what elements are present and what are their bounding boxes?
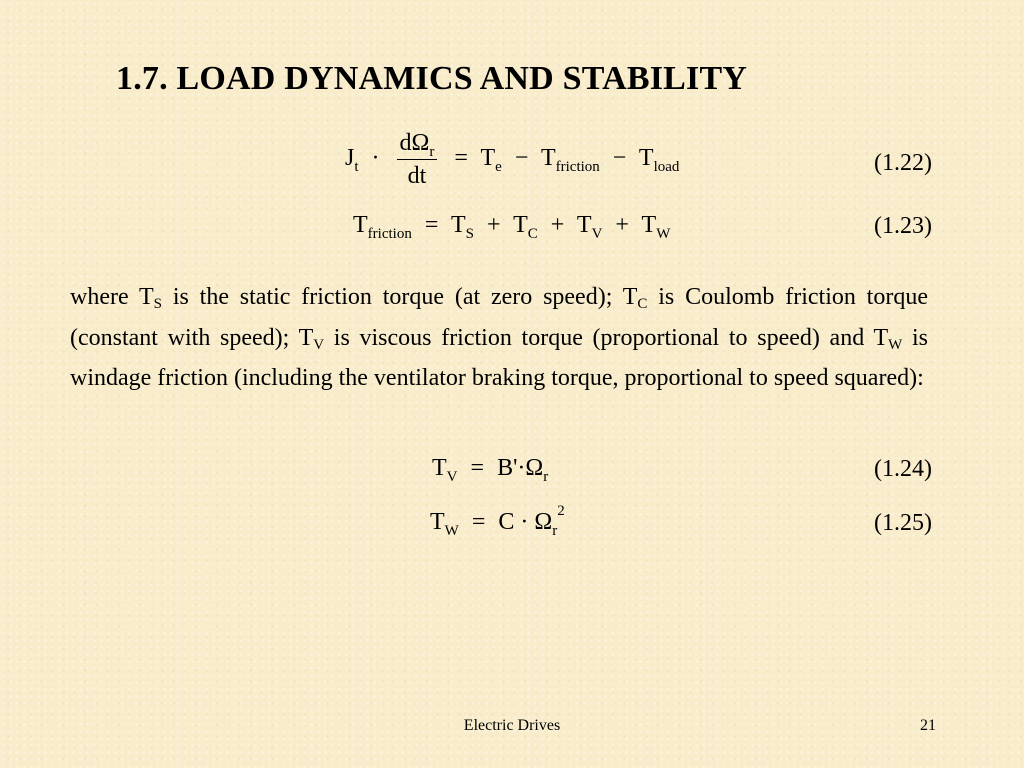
eq122-fraction [397,131,438,188]
eq122-dot: · [371,145,380,172]
eq123-term-tv: $T_V$ [576,212,603,242]
eq122-term-te: $T_e$ [480,145,502,176]
body-paragraph: where TS is the static friction torque (at zero speed); TC is Coulomb friction torque (constant with speed); TV is viscous friction torque (proportional to speed) and TW is windage friction (including the ventilator braking torque, proportional to speed squared): [70,284,929,391]
eq125-lhs: $T_W$ [430,509,459,539]
eq123-term-ts: $T_S$ [450,212,474,242]
eq123-equals: = [424,212,439,238]
eq123-term-tw: $T_W$ [641,212,671,242]
eq125-rhs: $C \cdot \Omega_r^2$ [498,503,565,539]
eq122-minus-1: − [514,145,529,172]
footer-title: Electric Drives [463,717,561,734]
eq124-equals: = [470,455,485,481]
eq122-term-tload: $T_{load}$ [638,145,680,176]
eq122-equals: = [454,145,468,172]
equation-1-23 [353,212,671,242]
eq122-minus-2: − [612,145,627,172]
eq122-denominator: dt [407,163,427,189]
eq123-lhs: $T_{friction}$ [353,212,412,242]
eq122-numerator: $d\Omega_r$ [397,131,438,160]
eq122-term-tfriction: $T_{friction}$ [540,145,600,176]
eq125-equals: = [471,509,486,535]
equation-1-24 [432,455,549,485]
equation-number-1-22: (1.22) [874,150,932,176]
eq123-plus-2: + [550,212,565,238]
equation-1-25 [430,503,565,539]
eq123-plus-1: + [486,212,501,238]
slide-title: 1.7. LOAD DYNAMICS AND STABILITY [116,60,748,97]
equation-number-1-25: (1.25) [874,510,932,536]
page-number: 21 [920,717,936,734]
eq123-term-tc: $T_C$ [513,212,538,242]
equation-number-1-23: (1.23) [874,213,932,239]
eq123-plus-3: + [615,212,629,238]
eq124-lhs: $T_V$ [432,455,458,485]
equation-number-1-24: (1.24) [874,456,932,482]
eq122-lhs: $J_t$ [345,145,359,176]
equation-1-22 [345,131,679,188]
eq124-rhs: $B'\cdot\Omega_r$ [497,455,549,485]
